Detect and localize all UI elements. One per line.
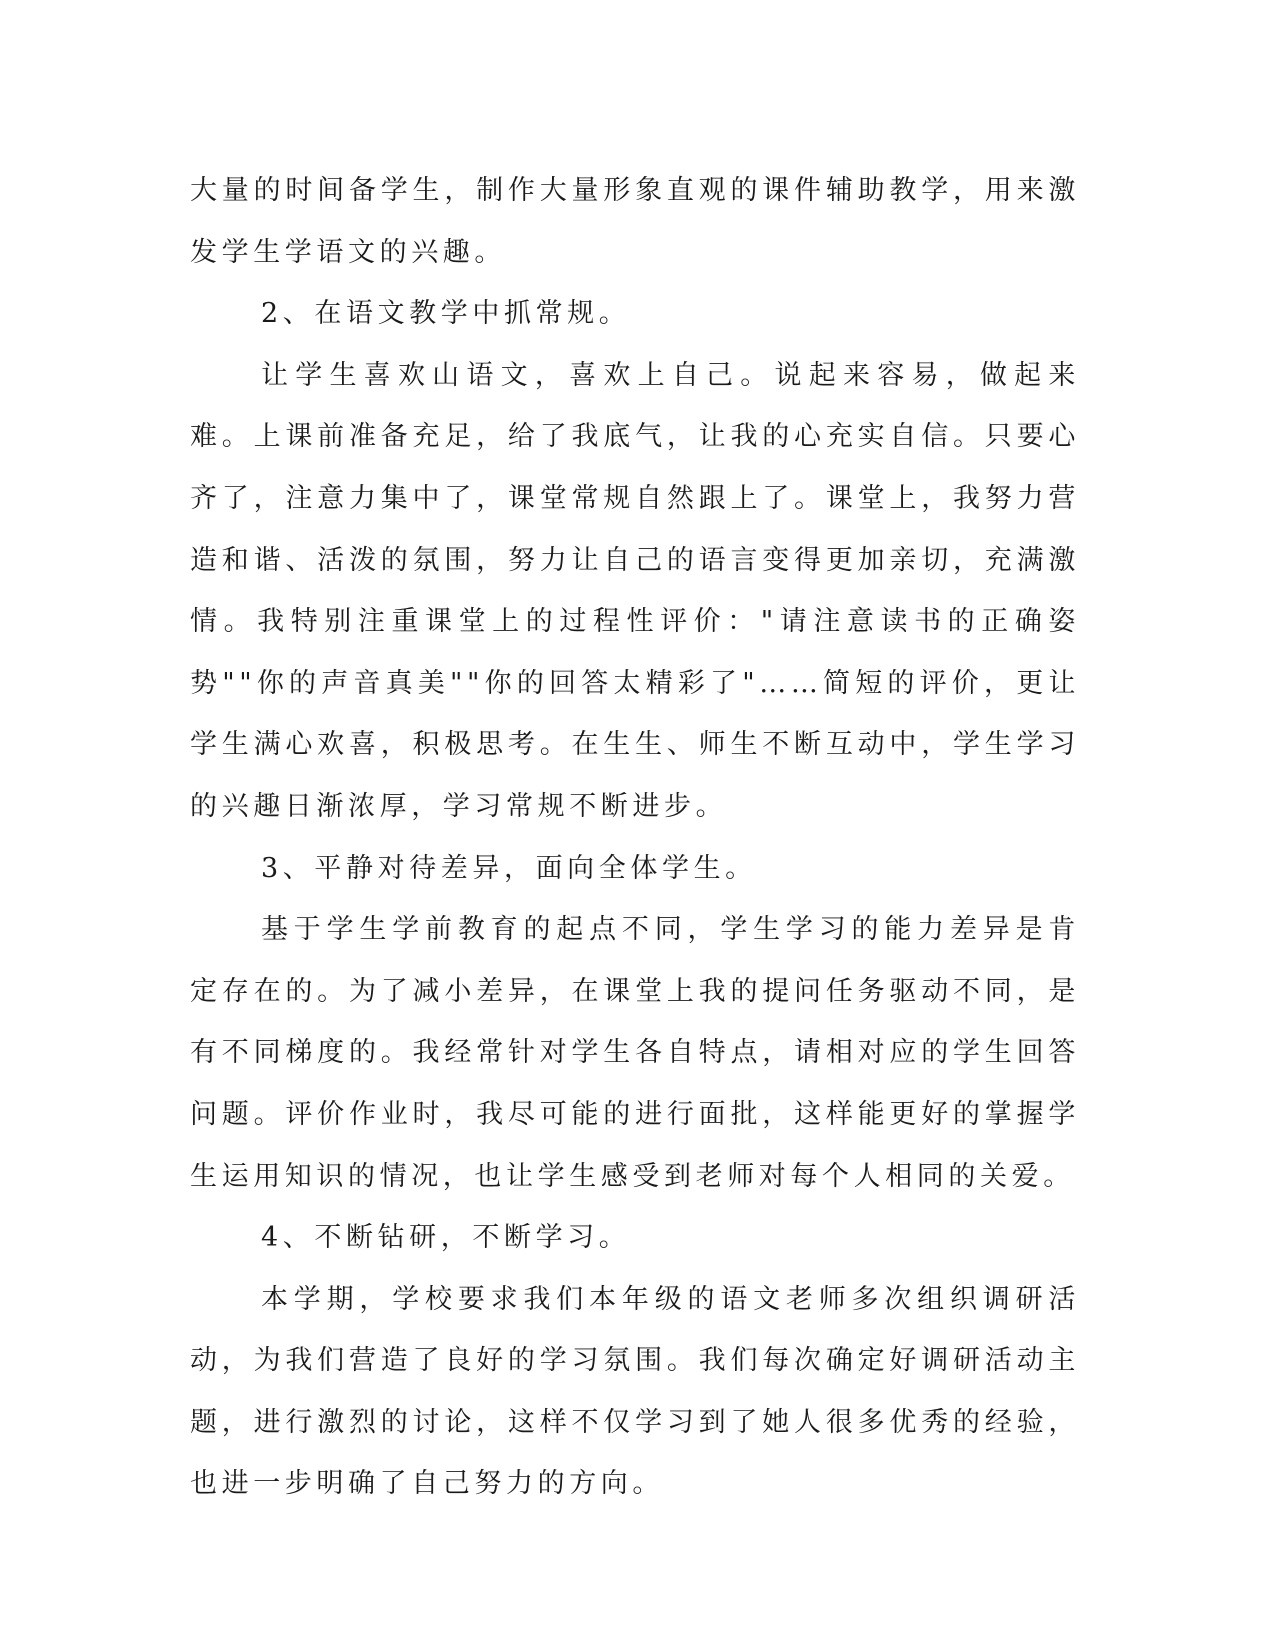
paragraph-differences: 基于学生学前教育的起点不同，学生学习的能力差异是肯定存在的。为了减小差异，在课堂上我的提问任务驱动不同，是有不同梯度的。我经常针对学生各自特点，请相对应的学生回答问题。评价作业时，我尽可能的进行面批，这样能更好的掌握学生运用知识的情况，也让学生感受到老师对每个人相同的关爱。 [190,914,1080,1192]
paragraph-routine: 让学生喜欢山语文，喜欢上自己。说起来容易，做起来难。上课前准备充足，给了我底气，让我的心充实自信。只要心齐了，注意力集中了，课堂常规自然跟上了。课堂上，我努力营造和谐、活泼的氛围，努力让自己的语言变得更加亲切，充满激情。我特别注重课堂上的过程性评价："请注意读书的正确姿势""你的声音真美""你的回答太精彩了"……简短的评价，更让学生满心欢喜，积极思考。在生生、师生不断互动中，学生学习的兴趣日渐浓厚，学习常规不断进步。 [190,359,1080,822]
section-heading-4: 4、不断钻研，不断学习。 [261,1222,631,1254]
paragraph-research: 本学期，学校要求我们本年级的语文老师多次组织调研活动，为我们营造了良好的学习氛围。我们每次确定好调研活动主题，进行激烈的讨论，这样不仅学习到了她人很多优秀的经验，也进一步明确了自己努力的方向。 [190,1283,1080,1500]
section-heading-2: 2、在语文教学中抓常规。 [261,298,631,330]
paragraph-continuation: 大量的时间备学生，制作大量形象直观的课件辅助教学，用来激发学生学语文的兴趣。 [190,175,1080,268]
section-heading-3: 3、平静对待差异，面向全体学生。 [261,852,757,884]
document-body [190,160,1080,1515]
